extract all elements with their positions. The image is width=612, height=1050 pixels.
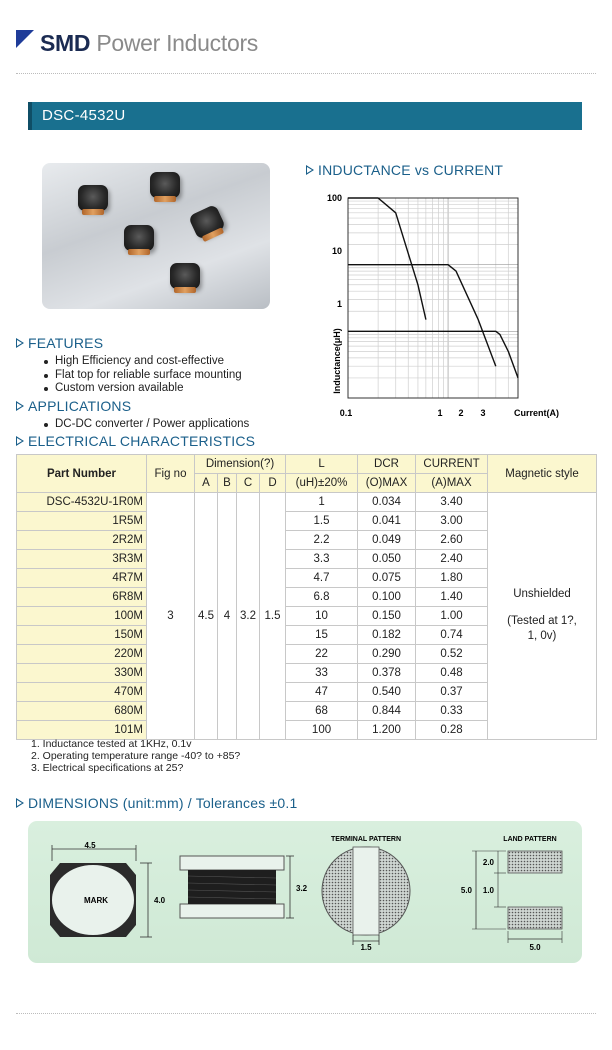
- electrical-heading: [16, 433, 255, 449]
- land-title: LAND PATTERN: [503, 836, 557, 843]
- title-light: Power Inductors: [96, 30, 259, 56]
- x-axis-label: Current(A): [514, 408, 559, 418]
- note-line: 2. Operating temperature range -40? to +85?: [31, 750, 241, 762]
- product-photo: [42, 163, 270, 309]
- inductor-image: [188, 204, 226, 240]
- list-item: Flat top for reliable surface mounting: [43, 369, 242, 383]
- header-dim-b: B: [218, 474, 237, 493]
- dim-b-cell: 4: [218, 493, 237, 740]
- land-total-label: 5.0: [460, 886, 472, 895]
- inductance-chart: [300, 186, 600, 426]
- inductance-cell: 15: [286, 626, 358, 645]
- dcr-cell: 0.378: [358, 664, 416, 683]
- current-cell: 0.28: [416, 721, 488, 740]
- model-bar: [28, 102, 582, 130]
- series-line-2: [348, 265, 496, 367]
- header-dcr: DCR: [358, 455, 416, 474]
- header-dim-a: A: [195, 474, 218, 493]
- note-line: 3. Electrical specifications at 25?: [31, 762, 184, 774]
- applications-list: [43, 418, 249, 432]
- logo-mark-icon: [16, 30, 34, 48]
- list-item: High Efficiency and cost-effective: [43, 355, 242, 369]
- page-title: [40, 30, 258, 57]
- dcr-cell: 0.844: [358, 702, 416, 721]
- current-cell: 0.33: [416, 702, 488, 721]
- inductor-image: [124, 225, 154, 251]
- triangle-bullet-icon: [306, 165, 314, 175]
- applications-heading-text: APPLICATIONS: [28, 398, 132, 414]
- dimensions-heading: [16, 795, 297, 811]
- header-magnetic: Magnetic style: [488, 455, 597, 493]
- side-height-label: 3.2: [296, 884, 308, 893]
- table-body: [17, 493, 597, 740]
- top-width-label: 4.5: [84, 841, 96, 850]
- inductance-cell: 1.5: [286, 512, 358, 531]
- inductance-cell: 6.8: [286, 588, 358, 607]
- inductance-cell: 2.2: [286, 531, 358, 550]
- electrical-heading-text: ELECTRICAL CHARACTERISTICS: [28, 433, 256, 449]
- dcr-cell: 0.182: [358, 626, 416, 645]
- inductance-cell: 22: [286, 645, 358, 664]
- title-bold: SMD: [40, 30, 91, 56]
- notes: [31, 738, 240, 774]
- plot-frame: [348, 198, 518, 398]
- header-dim-d: D: [260, 474, 286, 493]
- triangle-bullet-icon: [16, 401, 24, 411]
- top-height-label: 4.0: [154, 896, 166, 905]
- current-cell: 0.48: [416, 664, 488, 683]
- list-item: Custom version available: [43, 382, 242, 396]
- part-number-cell: 4R7M: [17, 569, 147, 588]
- features-heading: [16, 335, 103, 351]
- series-line-1: [348, 198, 426, 320]
- current-cell: 3.00: [416, 512, 488, 531]
- y-axis-label: Inductance(μH): [332, 328, 342, 394]
- list-item: DC-DC converter / Power applications: [43, 418, 249, 432]
- triangle-bullet-icon: [16, 436, 24, 446]
- part-number-cell: 150M: [17, 626, 147, 645]
- inductance-cell: 1: [286, 493, 358, 512]
- dcr-cell: 0.034: [358, 493, 416, 512]
- fig-no-cell: 3: [147, 493, 195, 740]
- dcr-cell: 0.100: [358, 588, 416, 607]
- x-tick-label: 1: [437, 408, 443, 418]
- dcr-cell: 0.049: [358, 531, 416, 550]
- terminal-width-label: 1.5: [360, 943, 372, 952]
- header-current-unit: (A)MAX: [416, 474, 488, 493]
- features-list: [43, 355, 242, 396]
- inductance-cell: 33: [286, 664, 358, 683]
- inductance-cell: 100: [286, 721, 358, 740]
- header-part-number: Part Number: [17, 455, 147, 493]
- part-number-cell: 6R8M: [17, 588, 147, 607]
- magnetic-cell: [488, 493, 597, 740]
- dcr-cell: 1.200: [358, 721, 416, 740]
- current-cell: 1.00: [416, 607, 488, 626]
- dcr-cell: 0.290: [358, 645, 416, 664]
- part-number-cell: 330M: [17, 664, 147, 683]
- chart-curves: [348, 198, 518, 378]
- current-cell: 1.80: [416, 569, 488, 588]
- dim-d-cell: 1.5: [260, 493, 286, 740]
- part-number-cell: 101M: [17, 721, 147, 740]
- part-number-cell: 470M: [17, 683, 147, 702]
- side-view-drawing: [180, 856, 294, 918]
- triangle-bullet-icon: [16, 338, 24, 348]
- dimension-drawings: [28, 821, 582, 963]
- dcr-cell: 0.050: [358, 550, 416, 569]
- part-number-cell: 100M: [17, 607, 147, 626]
- land-gap-label: 1.0: [482, 886, 494, 895]
- top-view-drawing: [50, 845, 152, 937]
- y-tick-label: 10: [331, 246, 342, 256]
- table-row: [17, 493, 597, 512]
- terminal-pattern-drawing: [322, 847, 410, 945]
- inductance-cell: 47: [286, 683, 358, 702]
- inductance-cell: 3.3: [286, 550, 358, 569]
- header-l-unit: (uH)±20%: [286, 474, 358, 493]
- inductance-cell: 10: [286, 607, 358, 626]
- dcr-cell: 0.075: [358, 569, 416, 588]
- part-number-cell: 2R2M: [17, 531, 147, 550]
- current-cell: 0.37: [416, 683, 488, 702]
- series-line-3: [348, 331, 518, 378]
- x-tick-label: 2: [458, 408, 464, 418]
- applications-heading: [16, 398, 131, 414]
- current-cell: 1.40: [416, 588, 488, 607]
- current-cell: 2.60: [416, 531, 488, 550]
- current-cell: 0.52: [416, 645, 488, 664]
- land-width-label: 5.0: [529, 943, 541, 952]
- dimensions-panel: [28, 821, 582, 963]
- x-tick-label: 3: [480, 408, 486, 418]
- dcr-cell: 0.041: [358, 512, 416, 531]
- y-tick-label: 1: [336, 299, 342, 309]
- part-number-cell: 3R3M: [17, 550, 147, 569]
- dcr-cell: 0.150: [358, 607, 416, 626]
- header-dcr-unit: (O)MAX: [358, 474, 416, 493]
- dimensions-heading-text: DIMENSIONS (unit:mm) / Tolerances ±0.1: [28, 795, 298, 811]
- magnetic-note: (Tested at 1?, 1, 0v): [507, 615, 577, 642]
- land-pad-height-label: 2.0: [482, 858, 494, 867]
- dim-a-cell: 4.5: [195, 493, 218, 740]
- graph-heading-text: INDUCTANCE vs CURRENT: [318, 162, 504, 178]
- y-tick-label: 100: [326, 193, 342, 203]
- model-name: DSC-4532U: [42, 107, 126, 124]
- electrical-table: [16, 454, 597, 740]
- inductor-image: [78, 185, 108, 211]
- inductor-image: [150, 172, 180, 198]
- dcr-cell: 0.540: [358, 683, 416, 702]
- header-l: L: [286, 455, 358, 474]
- part-number-cell: DSC-4532U-1R0M: [17, 493, 147, 512]
- features-heading-text: FEATURES: [28, 335, 104, 351]
- header-dim-c: C: [237, 474, 260, 493]
- header-fig-no: Fig no: [147, 455, 195, 493]
- chart-grid: [348, 198, 518, 398]
- magnetic-style: Unshielded: [513, 588, 571, 600]
- graph-heading: [306, 162, 503, 178]
- current-cell: 3.40: [416, 493, 488, 512]
- part-number-cell: 220M: [17, 645, 147, 664]
- current-cell: 2.40: [416, 550, 488, 569]
- part-number-cell: 1R5M: [17, 512, 147, 531]
- x-tick-label: 0.1: [339, 408, 353, 418]
- footer-divider: [16, 1013, 596, 1014]
- header-current: CURRENT: [416, 455, 488, 474]
- triangle-bullet-icon: [16, 798, 24, 808]
- header-divider: [16, 73, 596, 74]
- note-line: 1. Inductance tested at 1KHz, 0.1v: [31, 738, 192, 750]
- terminal-title: TERMINAL PATTERN: [331, 836, 401, 843]
- part-number-cell: 680M: [17, 702, 147, 721]
- header-dimension: Dimension(?): [195, 455, 286, 474]
- mark-label: MARK: [84, 896, 108, 905]
- dim-c-cell: 3.2: [237, 493, 260, 740]
- inductance-cell: 68: [286, 702, 358, 721]
- current-cell: 0.74: [416, 626, 488, 645]
- inductance-cell: 4.7: [286, 569, 358, 588]
- inductor-image: [170, 263, 200, 289]
